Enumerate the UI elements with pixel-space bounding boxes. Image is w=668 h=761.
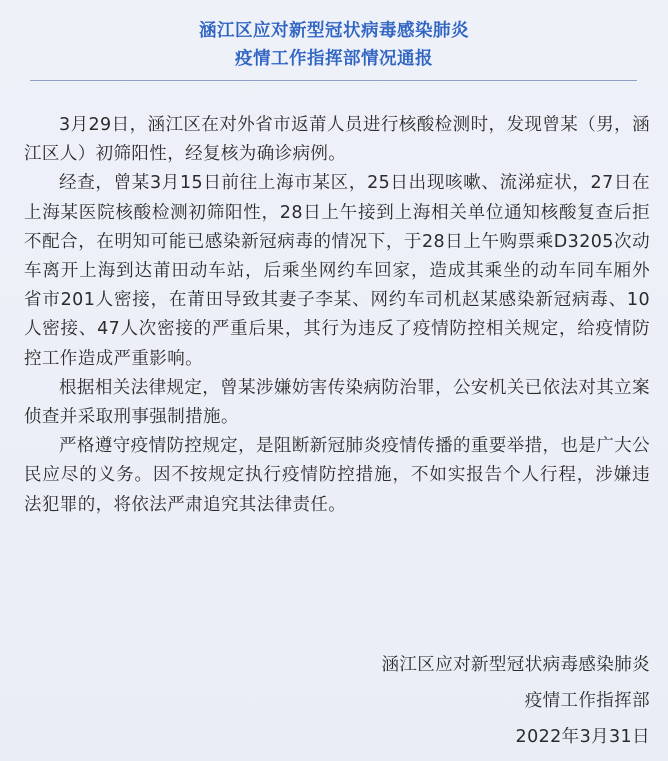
paragraph-3: 根据相关法律规定，曾某涉嫌妨害传染病防治罪，公安机关已依法对其立案侦查并采取刑事强制措施。 — [24, 377, 650, 428]
title-divider — [30, 80, 637, 81]
signature-org-line-1: 涵江区应对新型冠状病毒感染肺炎 — [381, 655, 650, 675]
notice-body — [24, 111, 650, 520]
paragraph-4: 严格遵守疫情防控规定，是阻断新冠肺炎疫情传播的重要举措，也是广大公民应尽的义务。因不按规定执行疫情防控措施，不如实报告个人行程，涉嫌违法犯罪的，将依法严肃追究其法律责任。 — [24, 436, 650, 515]
signature-org-line-2: 疫情工作指挥部 — [524, 691, 650, 711]
paragraph-2: 经查，曾某3月15日前往上海市某区，25日出现咳嗽、流涕症状，27日在上海某医院核酸检测初筛阳性，28日上午接到上海相关单位通知核酸复查后拒不配合，在明知可能已感染新冠病毒的情况下，于28日上午购票乘D3205次动车离开上海到达莆田动车站，后乘坐网约车回家，造成其乘坐的动车同车厢外省市201人密接，在莆田导致其妻子李某、网约车司机赵某感染新冠病毒、10人密接、47人次密接的严重后果，其行为违反了疫情防控相关规定，给疫情防控工作造成严重影响。 — [24, 173, 650, 369]
notice-title-line-2: 疫情工作指挥部情况通报 — [235, 49, 433, 69]
signature-date: 2022年3月31日 — [515, 727, 650, 747]
signature-block — [382, 647, 651, 755]
paragraph-1: 3月29日，涵江区在对外省市返莆人员进行核酸检测时，发现曾某（男，涵江区人）初筛阳性，经复核为确诊病例。 — [24, 115, 650, 165]
notice-title-line-1: 涵江区应对新型冠状病毒感染肺炎 — [199, 21, 469, 41]
